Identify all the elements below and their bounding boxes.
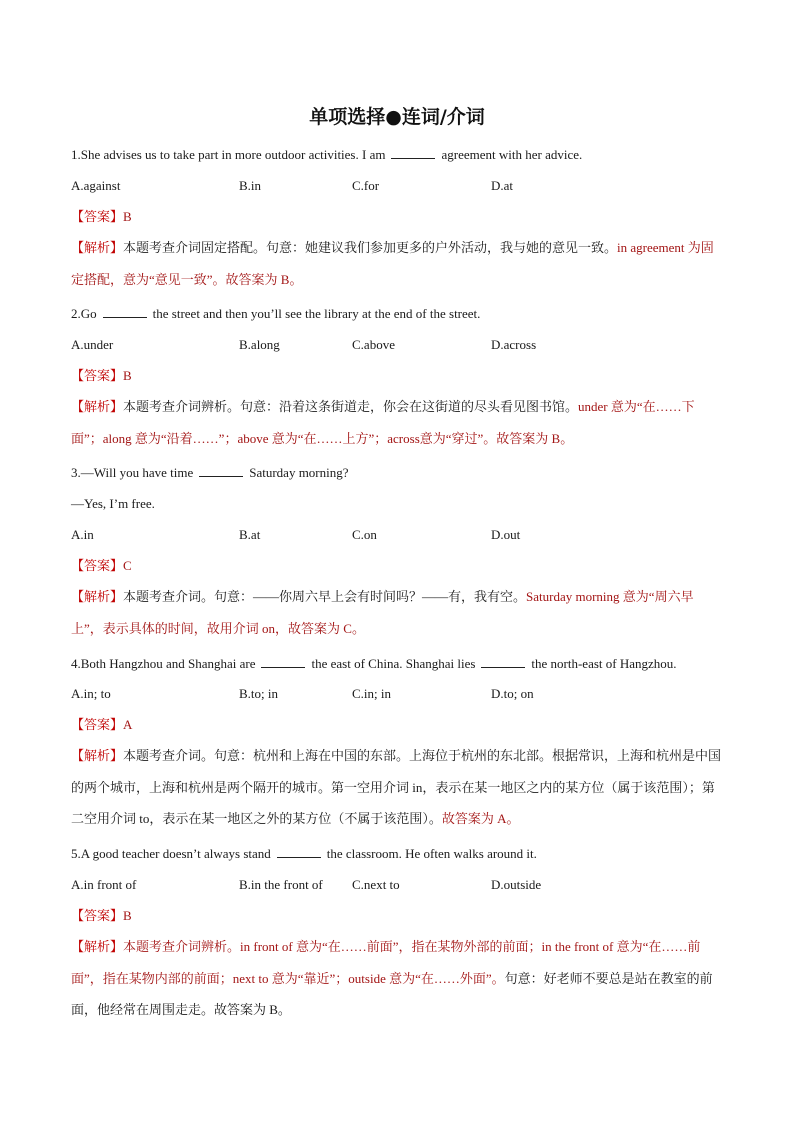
question-1-option-a: A.against [71,178,121,193]
answer-blank [481,655,525,668]
answer-blank [103,305,147,318]
question-3-reply: —Yes, I’m free. [71,496,155,511]
question-3-option-c: C.on [352,527,377,542]
question-4-explanation: 【解析】本题考查介词。句意：杭州和上海在中国的东部。上海位于杭州的东北部。根据常识，上海和杭州是中国的两个城市，上海和杭州是两个隔开的城市。第一空用介词 in，表示在某一地区之内的某方位（属于该范围）；第二空用介词 to，表示在某一地区之外的某方位（不属于该范围）。故答案为 A。 [71,748,722,826]
question-4-option-a: A.in; to [71,686,111,701]
question-1-answer: 【答案】B [71,209,132,225]
question-5-stem: 5.A good teacher doesn’t always stand the classroom. He often walks around it. [71,846,537,861]
question-1-option-c: C.for [352,178,380,193]
question-3-option-b: B.at [239,527,261,542]
question-2-stem: 2.Go the street and then you’ll see the library at the end of the street. [71,306,481,321]
question-5-answer: 【答案】B [71,908,132,924]
question-2-option-d: D.across [491,337,537,352]
question-3-answer: 【答案】C [71,558,132,574]
question-5-option-b: B.in the front of [239,877,323,892]
question-4-option-c: C.in; in [352,686,392,701]
question-3-stem: 3.—Will you have time Saturday morning? [71,465,349,480]
question-2-answer: 【答案】B [71,368,132,384]
question-4-answer: 【答案】A [71,717,133,733]
answer-blank [391,146,435,159]
question-1-option-d: D.at [491,178,514,193]
question-2-option-a: A.under [71,337,114,352]
question-2-option-c: C.above [352,337,395,352]
question-4-option-b: B.to; in [239,686,279,701]
question-3-option-a: A.in [71,527,94,542]
answer-blank [261,655,305,668]
question-4-stem: 4.Both Hangzhou and Shanghai are the east of China. Shanghai lies the north-east of Hangzhou. [71,656,677,671]
answer-blank [277,845,321,858]
question-5-option-a: A.in front of [71,877,137,892]
page-title: 单项选择●连词/介词 [309,106,485,128]
question-2-explanation: 【解析】本题考查介词辨析。句意：沿着这条街道走，你会在这街道的尽头看见图书馆。under 意为“在……下面”；along 意为“沿着……”；above 意为“在……上方”；across意为“穿过”。故答案为 B。 [71,399,695,446]
question-3-explanation: 【解析】本题考查介词。句意：——你周六早上会有时间吗？——有，我有空。Saturday morning 意为“周六早上”，表示具体的时间，故用介词 on，故答案为 C。 [71,589,694,636]
answer-blank [199,464,243,477]
question-1-option-b: B.in [239,178,262,193]
question-5-explanation: 【解析】本题考查介词辨析。in front of 意为“在……前面”，指在某物外部的前面；in the front of 意为“在……前面”，指在某物内部的前面；next to 意为“靠近”；outside 意为“在……外面”。句意：好老师不要总是站在教室的前面，他经常在周围走走。故答案为 B。 [71,939,713,1017]
question-5-option-d: D.outside [491,877,542,892]
question-3-option-d: D.out [491,527,521,542]
question-4-option-d: D.to; on [491,686,534,701]
question-1-explanation: 【解析】本题考查介词固定搭配。句意：她建议我们参加更多的户外活动，我与她的意见一致。in agreement 为固定搭配，意为“意见一致”。故答案为 B。 [71,240,714,287]
question-5-option-c: C.next to [352,877,400,892]
question-2-option-b: B.along [239,337,280,352]
question-1-stem: 1.She advises us to take part in more outdoor activities. I am agreement with her advice. [71,147,583,162]
